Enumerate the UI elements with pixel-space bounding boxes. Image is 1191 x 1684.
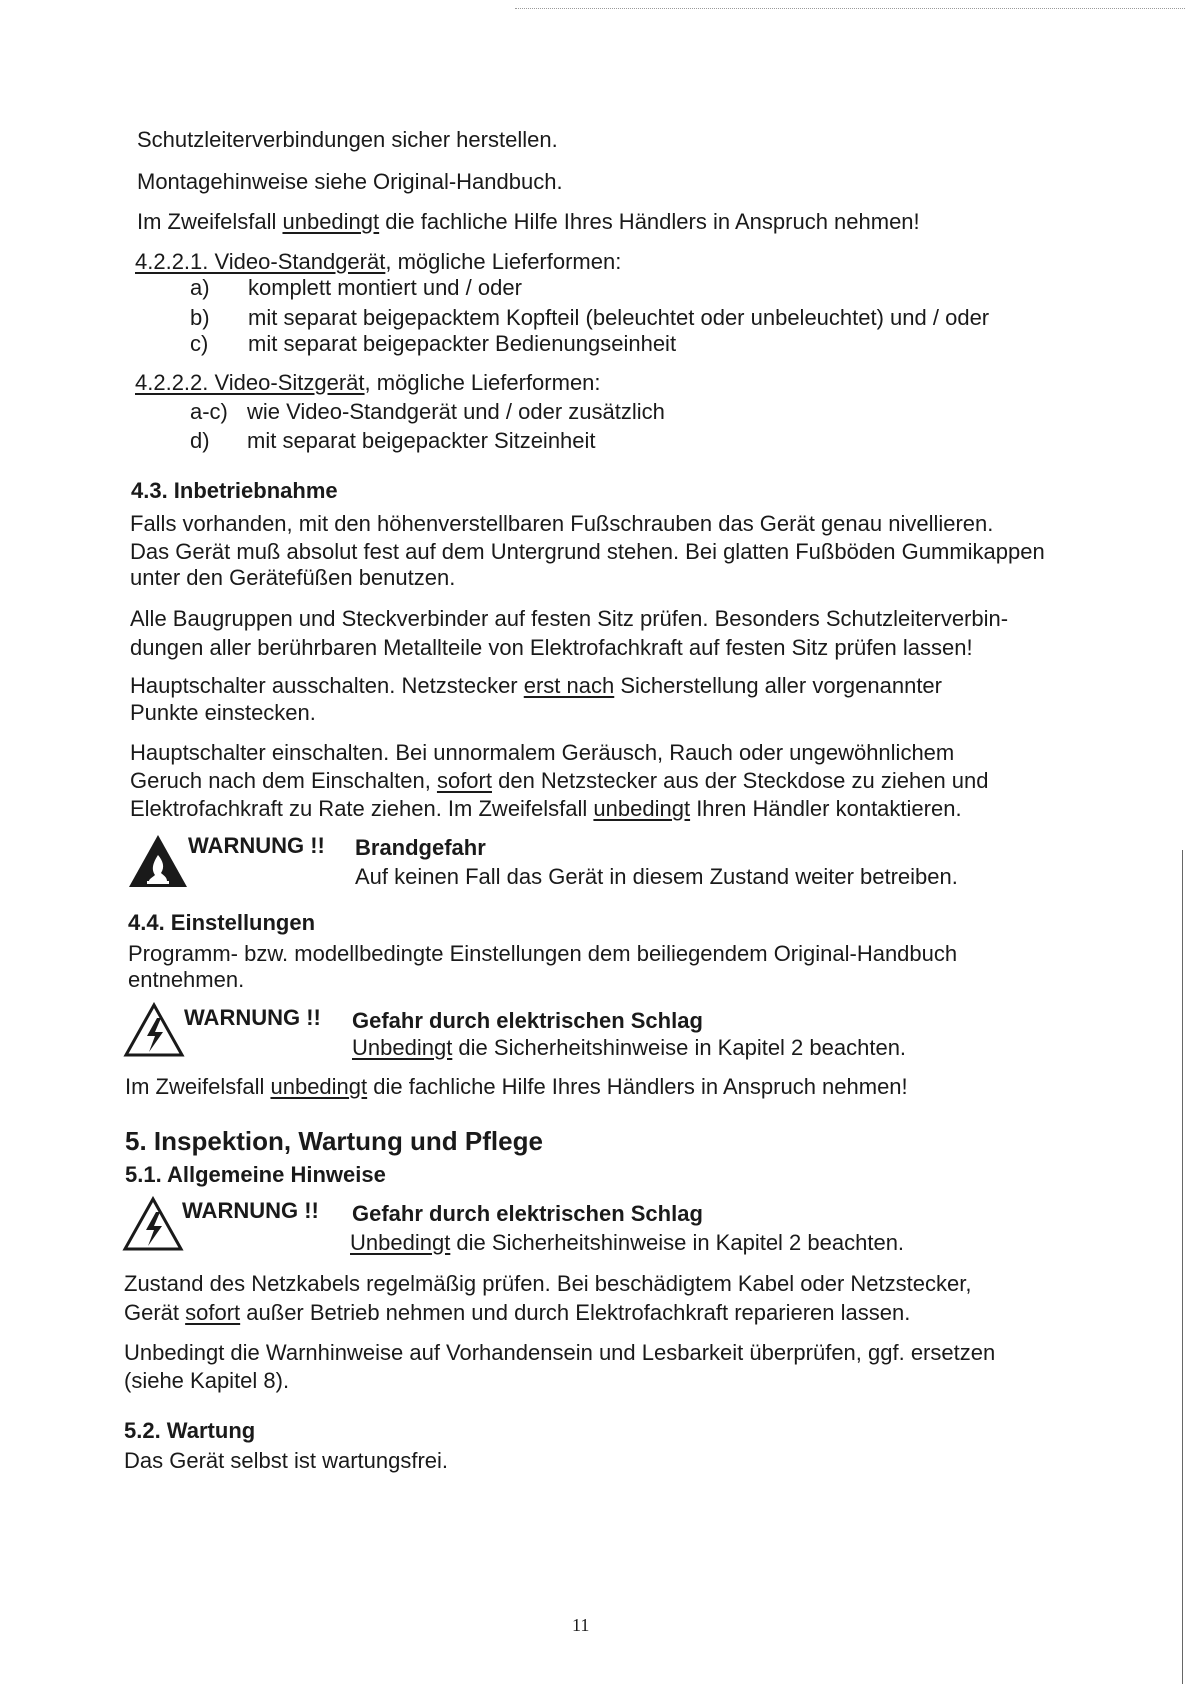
- subsection-title: 4.2.2.2. Video-Sitzgerät: [135, 370, 365, 395]
- section-heading-5-1: 5.1. Allgemeine Hinweise: [125, 1162, 386, 1187]
- scan-right-edge: [1182, 850, 1183, 1684]
- paragraph-7-line-1: Zustand des Netzkabels regelmäßig prüfen. Bei beschädigtem Kabel oder Netzstecker,: [124, 1271, 972, 1296]
- warning-2-title: Gefahr durch elektrischen Schlag: [352, 1008, 703, 1033]
- warning-2-text: [352, 1035, 906, 1061]
- paragraph-5-line-1: Programm- bzw. modellbedingte Einstellungen dem beiliegendem Original-Handbuch: [128, 941, 958, 966]
- list-item-b: mit separat beigepacktem Kopfteil (beleuchtet oder unbeleuchtet) und / oder: [248, 305, 990, 330]
- emphasis: unbedingt: [593, 796, 691, 821]
- warning-1-label: WARNUNG !!: [188, 833, 325, 858]
- page-number: 11: [572, 1615, 590, 1635]
- paragraph-4-line-2: [130, 768, 989, 794]
- paragraph-1-line-3: unter den Gerätefüßen benutzen.: [130, 565, 456, 590]
- intro-line-1: Schutzleiterverbindungen sicher herstellen.: [137, 127, 558, 152]
- emphasis: sofort: [185, 1300, 241, 1325]
- list-label-c: c): [190, 331, 209, 356]
- text: die fachliche Hilfe Ihres Händlers in Anspruch nehmen!: [379, 209, 920, 234]
- paragraph-9: Das Gerät selbst ist wartungsfrei.: [124, 1448, 449, 1473]
- list-item-c: mit separat beigepackter Bedienungseinheit: [248, 331, 677, 356]
- electric-shock-warning-icon: [123, 1002, 185, 1058]
- paragraph-8-line-1: Unbedingt die Warnhinweise auf Vorhandensein und Lesbarkeit überprüfen, ggf. ersetzen: [124, 1340, 996, 1365]
- warning-3-text: [350, 1230, 904, 1256]
- text: Geruch nach dem Einschalten,: [130, 768, 437, 793]
- emphasis: unbedingt: [270, 1074, 368, 1099]
- warning-1-title: Brandgefahr: [355, 835, 486, 860]
- paragraph-4-line-1: Hauptschalter einschalten. Bei unnormalem Geräusch, Rauch oder ungewöhnlichem: [130, 740, 955, 765]
- list-item-a: komplett montiert und / oder: [248, 275, 522, 300]
- warning-3-title: Gefahr durch elektrischen Schlag: [352, 1201, 703, 1226]
- section-heading-4-3: 4.3. Inbetriebnahme: [131, 478, 338, 503]
- emphasis: erst nach: [523, 673, 615, 698]
- paragraph-4-line-3: [130, 796, 962, 822]
- text: Im Zweifelsfall: [137, 209, 283, 234]
- list-label-ac: a-c): [190, 399, 228, 424]
- list-item-ac: wie Video-Standgerät und / oder zusätzlich: [247, 399, 665, 424]
- paragraph-6: [125, 1074, 908, 1100]
- fire-warning-icon: [127, 833, 189, 889]
- subsection-4221: [135, 249, 621, 275]
- text: die Sicherheitshinweise in Kapitel 2 beachten.: [452, 1035, 907, 1060]
- text: Ihren Händler kontaktieren.: [690, 796, 962, 821]
- paragraph-7-line-2: [124, 1300, 910, 1326]
- emphasis: unbedingt: [282, 209, 380, 234]
- text: Gerät: [124, 1300, 186, 1325]
- list-item-d: mit separat beigepackter Sitzeinheit: [247, 428, 596, 453]
- paragraph-8-line-2: (siehe Kapitel 8).: [124, 1368, 290, 1393]
- text: Hauptschalter ausschalten. Netzstecker: [130, 673, 524, 698]
- paragraph-3-line-2: Punkte einstecken.: [130, 700, 316, 725]
- list-label-b: b): [190, 305, 210, 330]
- text: die fachliche Hilfe Ihres Händlers in Anspruch nehmen!: [367, 1074, 908, 1099]
- list-label-a: a): [190, 275, 210, 300]
- paragraph-1-line-1: Falls vorhanden, mit den höhenverstellbaren Fußschrauben das Gerät genau nivellieren.: [130, 511, 994, 536]
- paragraph-5-line-2: entnehmen.: [128, 967, 245, 992]
- text: Sicherstellung aller vorgenannter: [614, 673, 942, 698]
- text: außer Betrieb nehmen und durch Elektrofachkraft reparieren lassen.: [240, 1300, 911, 1325]
- warning-3-label: WARNUNG !!: [182, 1198, 319, 1223]
- electric-shock-warning-icon: [122, 1196, 184, 1252]
- text: Im Zweifelsfall: [125, 1074, 271, 1099]
- subsection-4222: [135, 370, 601, 396]
- scan-top-edge: [515, 8, 1185, 9]
- text: den Netzstecker aus der Steckdose zu ziehen und: [491, 768, 989, 793]
- warning-1-text: Auf keinen Fall das Gerät in diesem Zustand weiter betreiben.: [355, 864, 958, 889]
- text: , mögliche Lieferformen:: [364, 370, 601, 395]
- paragraph-2-line-1: Alle Baugruppen und Steckverbinder auf festen Sitz prüfen. Besonders Schutzleiterverbin-: [130, 606, 1009, 631]
- section-heading-4-4: 4.4. Einstellungen: [128, 910, 316, 935]
- emphasis: Unbedingt: [352, 1035, 453, 1060]
- section-heading-5-2: 5.2. Wartung: [124, 1418, 256, 1443]
- text: die Sicherheitshinweise in Kapitel 2 beachten.: [450, 1230, 905, 1255]
- intro-line-3: [137, 209, 920, 235]
- emphasis: Unbedingt: [350, 1230, 451, 1255]
- subsection-title: 4.2.2.1. Video-Standgerät: [135, 249, 386, 274]
- paragraph-2-line-2: dungen aller berührbaren Metallteile von Elektrofachkraft auf festen Sitz prüfen lassen!: [130, 635, 973, 660]
- intro-line-2: Montagehinweise siehe Original-Handbuch.: [137, 169, 563, 194]
- text: Elektrofachkraft zu Rate ziehen. Im Zweifelsfall: [130, 796, 594, 821]
- warning-2-label: WARNUNG !!: [184, 1005, 321, 1030]
- paragraph-1-line-2: Das Gerät muß absolut fest auf dem Untergrund stehen. Bei glatten Fußböden Gummikappen: [130, 539, 1045, 564]
- paragraph-3-line-1: [130, 673, 942, 699]
- text: , mögliche Lieferformen:: [385, 249, 622, 274]
- chapter-heading-5: 5. Inspektion, Wartung und Pflege: [125, 1126, 543, 1156]
- emphasis: sofort: [436, 768, 492, 793]
- list-label-d: d): [190, 428, 210, 453]
